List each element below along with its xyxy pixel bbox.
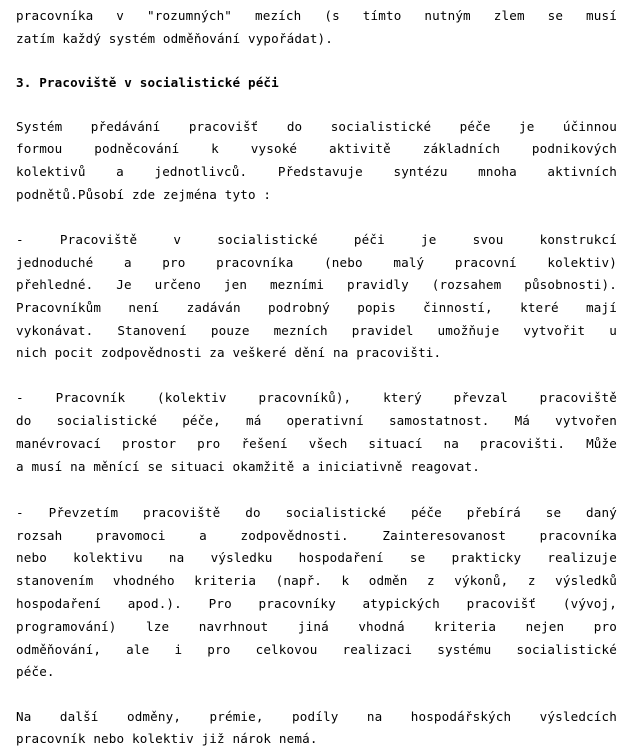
paragraph-1-line-4: podnětů.Působí zde zejména tyto : (16, 187, 272, 202)
paragraph-4-line-3: nebo kolektivu na výsledku hospodaření se prakticky realizuje (16, 550, 617, 565)
paragraph-2-line-3: přehledné. Je určeno jen mezními pravidly (rozsahem působnosti). (16, 277, 617, 292)
paragraph-2-line-2: jednoduché a pro pracovníka (nebo malý pracovní kolektiv) (16, 255, 617, 270)
paragraph-3-line-4: a musí na měnící se situaci okamžitě a iniciativně reagovat. (16, 459, 480, 474)
paragraph-2-line-6: nich pocit zodpovědnosti za veškeré dění na pracovišti. (16, 345, 442, 360)
paragraph-4-line-4: stanovením vhodného kriteria (např. k odměn z výkonů, z výsledků (16, 573, 617, 588)
paragraph-1-line-3: kolektivů a jednotlivců. Představuje syntézu mnoha aktivních (16, 164, 617, 179)
paragraph-2-line-5: vykonávat. Stanovení pouze mezních pravidel umožňuje vytvořit u (16, 323, 617, 338)
paragraph-3-line-2: do socialistické péče, má operativní samostatnost. Má vytvořen (16, 413, 617, 428)
paragraph-5-line-1: Na další odměny, prémie, podíly na hospodářských výsledcích (16, 709, 617, 724)
paragraph-3-line-3: manévrovací prostor pro řešení všech situací na pracovišti. Může (16, 436, 617, 451)
intro-line-2: zatím každý systém odměňování vypořádat). (16, 31, 334, 46)
paragraph-4-line-8: péče. (16, 664, 55, 679)
paragraph-1-line-1: Systém předávání pracovišť do socialistické péče je účinnou (16, 119, 617, 134)
paragraph-2-line-4: Pracovníkům není zadáván podrobný popis činností, které mají (16, 300, 617, 315)
section-heading: 3. Pracoviště v socialistické péči (16, 75, 279, 90)
paragraph-2-line-1: - Pracoviště v socialistické péči je svou konstrukcí (16, 232, 617, 247)
paragraph-4-line-2: rozsah pravomoci a zodpovědnosti. Zainteresovanost pracovníka (16, 528, 617, 543)
paragraph-3-line-1: - Pracovník (kolektiv pracovníků), který převzal pracoviště (16, 390, 617, 405)
paragraph-4-line-7: odměňování, ale i pro celkovou realizaci systému socialistické (16, 642, 617, 657)
paragraph-4-line-5: hospodaření apod.). Pro pracovníky atypických pracovišť (vývoj, (16, 596, 617, 611)
intro-line-1: pracovníka v "rozumných" mezích (s tímto nutným zlem se musí (16, 8, 617, 23)
paragraph-5-line-2: pracovník nebo kolektiv již nárok nemá. (16, 731, 318, 746)
paragraph-4-line-1: - Převzetím pracoviště do socialistické péče přebírá se daný (16, 505, 617, 520)
paragraph-1-line-2: formou podněcování k vysoké aktivitě základních podnikových (16, 141, 617, 156)
paragraph-4-line-6: programování) lze navrhnout jiná vhodná kriteria nejen pro (16, 619, 617, 634)
